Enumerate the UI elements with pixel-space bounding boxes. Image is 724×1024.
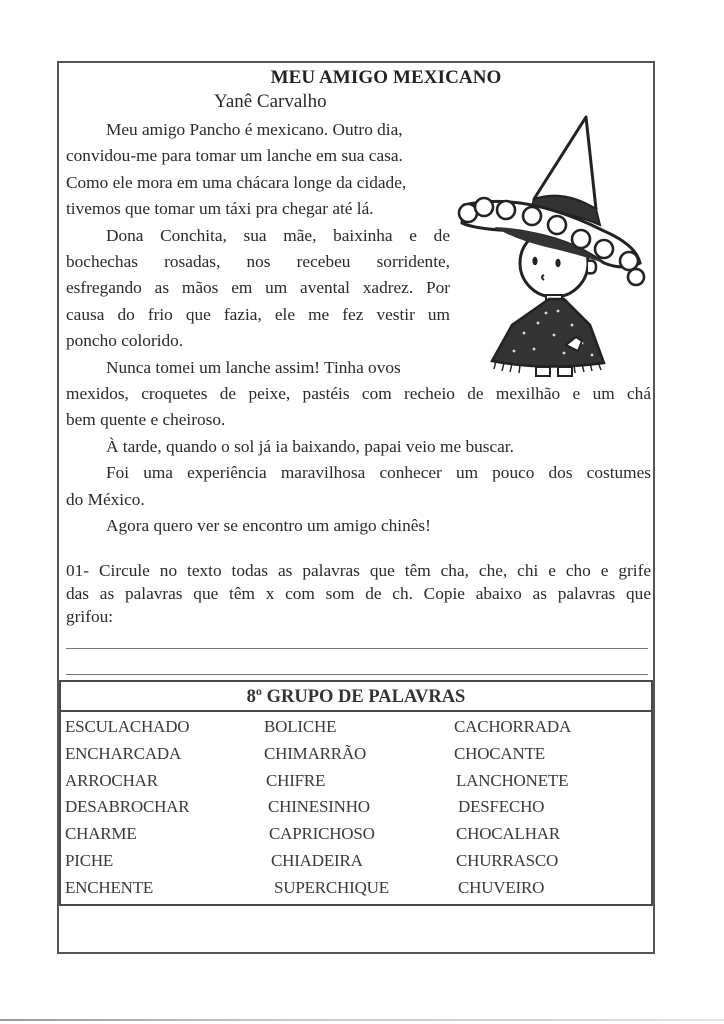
word-item: ENCHARCADA (65, 743, 182, 763)
word-item: DESABROCHAR (65, 797, 190, 817)
answer-line-2[interactable] (66, 674, 648, 675)
story-line: Como ele mora em uma chácara longe da cidade, (66, 172, 407, 192)
word-item: ARROCHAR (65, 770, 158, 790)
word-item: CHUVEIRO (458, 877, 545, 897)
word-item: CHIMARRÃO (264, 743, 367, 763)
story-title: MEU AMIGO MEXICANO (270, 67, 502, 88)
question-line: das as palavras que têm x com som de ch. Copie abaixo as palavras que (66, 584, 651, 603)
story-line: tivemos que tomar um táxi pra chegar até lá. (66, 199, 374, 219)
word-item: ENCHENTE (65, 877, 154, 897)
story-line: Nunca tomei um lanche assim! Tinha ovos (106, 357, 401, 377)
word-item: ESCULACHADO (65, 717, 190, 736)
scan-edge (0, 1019, 724, 1021)
story-line: bochechas rosadas, nos recebeu sorridente, (66, 252, 450, 272)
exercise-question (66, 559, 651, 628)
word-item: CHINESINHO (268, 797, 370, 817)
word-item: SUPERCHIQUE (274, 877, 389, 897)
story-author: Yanê Carvalho (214, 91, 327, 112)
story-line: mexidos, croquetes de peixe, pastéis com recheio de mexilhão e um chá (66, 384, 651, 404)
story-line: Foi uma experiência maravilhosa conhecer um pouco dos costumes (106, 463, 651, 483)
word-item: CHOCANTE (454, 743, 545, 763)
word-item: CHOCALHAR (456, 824, 560, 844)
answer-line-1[interactable] (66, 648, 648, 649)
word-item: LANCHONETE (456, 770, 569, 790)
story-line: Meu amigo Pancho é mexicano. Outro dia, (106, 120, 403, 139)
word-item: CAPRICHOSO (269, 824, 375, 844)
word-item: PICHE (65, 851, 114, 870)
story-line: À tarde, quando o sol já ia baixando, papai veio me buscar. (106, 436, 514, 456)
story-line: esfregando as mãos em um avental xadrez. Por (66, 278, 450, 298)
question-line: grifou: (66, 607, 114, 626)
story-line: convidou-me para tomar um lanche em sua casa. (66, 146, 403, 166)
story-line: do México. (66, 489, 145, 509)
worksheet-frame (57, 61, 655, 954)
word-item: CHIADEIRA (271, 851, 363, 870)
story-line: Dona Conchita, sua mãe, baixinha e de (106, 225, 450, 245)
word-item: CACHORRADA (454, 717, 572, 736)
mexican-boy-illustration-icon (454, 113, 654, 378)
word-item: BOLICHE (264, 717, 337, 736)
story-line: Agora quero ver se encontro um amigo chinês! (106, 516, 431, 536)
story-line: poncho colorido. (66, 331, 184, 351)
story-line: bem quente e cheiroso. (66, 410, 226, 430)
word-item: DESFECHO (458, 797, 545, 817)
word-group-box (59, 680, 653, 906)
story-line: causa do frio que fazia, ele me fez vestir um (66, 304, 450, 324)
word-item: CHARME (65, 824, 137, 844)
question-line: 01- Circule no texto todas as palavras que têm cha, che, chi e cho e grife (66, 561, 651, 580)
word-group-title: 8º GRUPO DE PALAVRAS (61, 682, 651, 712)
word-item: CHIFRE (266, 770, 326, 790)
word-item: CHURRASCO (456, 851, 559, 870)
